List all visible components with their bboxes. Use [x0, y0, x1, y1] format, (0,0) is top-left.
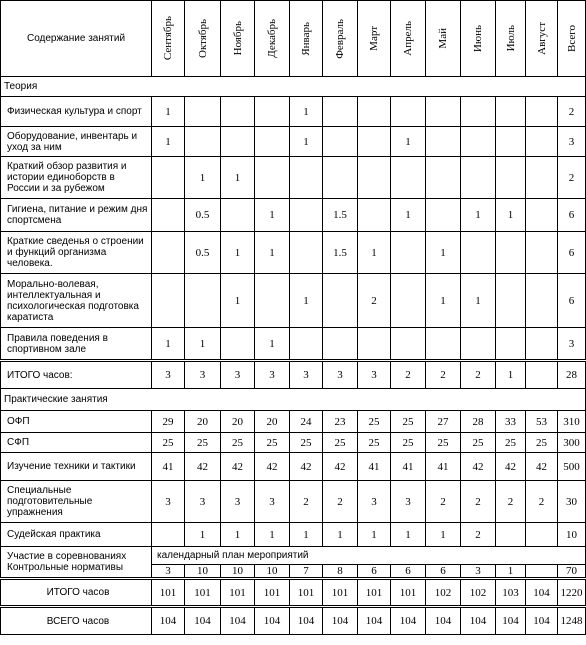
value-cell: 1: [496, 199, 526, 232]
value-cell: 2: [558, 157, 586, 199]
value-cell: 25: [391, 411, 426, 433]
row-label: Гигиена, питание и режим дня спортсмена: [1, 199, 152, 232]
value-cell: 1: [461, 274, 496, 328]
month-label: Май: [437, 28, 449, 49]
row-label: Правила поведения в спортивном зале: [1, 328, 152, 361]
value-cell: 6: [358, 565, 391, 579]
value-cell: [290, 199, 323, 232]
value-cell: 1: [185, 157, 221, 199]
month-label: Июль: [504, 25, 517, 52]
value-cell: 25: [323, 433, 358, 453]
value-cell: [290, 328, 323, 361]
value-cell: 310: [558, 411, 586, 433]
month-label: Январь: [300, 21, 312, 56]
value-cell: 1: [391, 199, 426, 232]
value-cell: 27: [426, 411, 461, 433]
value-cell: 3: [323, 361, 358, 389]
value-cell: 42: [290, 453, 323, 481]
value-cell: 1: [221, 274, 255, 328]
value-cell: 1: [255, 328, 290, 361]
value-cell: 3: [152, 565, 185, 579]
value-cell: 3: [358, 361, 391, 389]
value-cell: 3: [558, 127, 586, 157]
value-cell: [461, 97, 496, 127]
value-cell: [526, 199, 558, 232]
value-cell: [426, 199, 461, 232]
row-label: ОФП: [1, 411, 152, 433]
value-cell: [496, 97, 526, 127]
value-cell: 1: [185, 328, 221, 361]
header-month: [290, 1, 323, 77]
value-cell: [323, 127, 358, 157]
value-cell: 1: [426, 274, 461, 328]
value-cell: [461, 157, 496, 199]
value-cell: [221, 127, 255, 157]
value-cell: 1: [290, 523, 323, 547]
value-cell: [496, 127, 526, 157]
value-cell: 1.5: [323, 232, 358, 274]
value-cell: [496, 157, 526, 199]
value-cell: 1: [290, 97, 323, 127]
value-cell: [255, 274, 290, 328]
value-cell: 3: [185, 481, 221, 523]
value-cell: [221, 328, 255, 361]
section-practice: Практические занятия: [1, 389, 586, 411]
value-cell: 101: [221, 579, 255, 607]
value-cell: 6: [558, 232, 586, 274]
value-cell: 104: [152, 607, 185, 635]
header-month: [526, 1, 558, 77]
month-label: Декабрь: [266, 19, 278, 58]
value-cell: 42: [221, 453, 255, 481]
value-cell: [255, 157, 290, 199]
value-cell: [221, 97, 255, 127]
value-cell: 1: [426, 232, 461, 274]
value-cell: 10: [185, 565, 221, 579]
value-cell: [526, 127, 558, 157]
value-cell: [152, 523, 185, 547]
value-cell: 1: [221, 157, 255, 199]
row-label: Специальные подготовительные упражнения: [1, 481, 152, 523]
value-cell: 25: [221, 433, 255, 453]
value-cell: 104: [255, 607, 290, 635]
month-label: Апрель: [402, 21, 414, 56]
value-cell: [391, 97, 426, 127]
competition-label-2: Контрольные нормативы: [7, 562, 124, 573]
value-cell: [526, 274, 558, 328]
value-cell: 10: [558, 523, 586, 547]
value-cell: 3: [255, 361, 290, 389]
table-row: [1, 328, 586, 361]
value-cell: 42: [323, 453, 358, 481]
value-cell: 25: [461, 433, 496, 453]
value-cell: [526, 361, 558, 389]
value-cell: 42: [526, 453, 558, 481]
value-cell: [426, 157, 461, 199]
value-cell: 3: [152, 481, 185, 523]
value-cell: 101: [358, 579, 391, 607]
value-cell: [152, 232, 185, 274]
value-cell: 3: [221, 361, 255, 389]
value-cell: [461, 127, 496, 157]
value-cell: [152, 157, 185, 199]
value-cell: 1: [426, 523, 461, 547]
value-cell: [323, 328, 358, 361]
value-cell: 41: [391, 453, 426, 481]
value-cell: 1: [358, 232, 391, 274]
value-cell: 28: [461, 411, 496, 433]
value-cell: [255, 127, 290, 157]
value-cell: [358, 127, 391, 157]
header-content: Содержание занятий: [1, 1, 152, 77]
value-cell: 2: [391, 361, 426, 389]
total-label: Всего: [565, 25, 578, 52]
value-cell: 30: [558, 481, 586, 523]
value-cell: 25: [185, 433, 221, 453]
value-cell: 1: [255, 199, 290, 232]
header-month: [426, 1, 461, 77]
value-cell: 103: [496, 579, 526, 607]
value-cell: 1: [255, 232, 290, 274]
value-cell: 101: [323, 579, 358, 607]
value-cell: 25: [152, 433, 185, 453]
value-cell: [255, 97, 290, 127]
month-label: Февраль: [334, 18, 346, 59]
row-label: ИТОГО часов: [1, 579, 152, 607]
value-cell: 3: [255, 481, 290, 523]
value-cell: 1: [185, 523, 221, 547]
value-cell: 3: [221, 481, 255, 523]
value-cell: 20: [185, 411, 221, 433]
value-cell: 25: [255, 433, 290, 453]
value-cell: [526, 328, 558, 361]
value-cell: 25: [358, 411, 391, 433]
section-theory: Теория: [1, 77, 586, 97]
value-cell: 101: [152, 579, 185, 607]
vsego-row: [1, 607, 586, 635]
value-cell: 2: [526, 481, 558, 523]
value-cell: 70: [558, 565, 586, 579]
row-label: Изучение техники и тактики: [1, 453, 152, 481]
row-label: ВСЕГО часов: [1, 607, 152, 635]
value-cell: 101: [255, 579, 290, 607]
value-cell: [185, 127, 221, 157]
value-cell: 2: [461, 523, 496, 547]
value-cell: 2: [461, 481, 496, 523]
table-row: [1, 433, 586, 453]
value-cell: 8: [323, 565, 358, 579]
value-cell: 1: [391, 523, 426, 547]
value-cell: 53: [526, 411, 558, 433]
header-month: [496, 1, 526, 77]
value-cell: 42: [255, 453, 290, 481]
value-cell: 102: [461, 579, 496, 607]
value-cell: 20: [221, 411, 255, 433]
value-cell: 1: [496, 565, 526, 579]
value-cell: [496, 328, 526, 361]
value-cell: 33: [496, 411, 526, 433]
month-label: Август: [535, 22, 548, 55]
value-cell: [290, 157, 323, 199]
table-row: [1, 523, 586, 547]
value-cell: 104: [526, 607, 558, 635]
value-cell: [496, 274, 526, 328]
value-cell: 41: [426, 453, 461, 481]
header-month: [255, 1, 290, 77]
value-cell: 104: [426, 607, 461, 635]
value-cell: 104: [391, 607, 426, 635]
value-cell: [391, 274, 426, 328]
value-cell: 104: [323, 607, 358, 635]
value-cell: 42: [185, 453, 221, 481]
month-label: Октябрь: [196, 19, 209, 58]
header-month: [152, 1, 185, 77]
value-cell: 2: [426, 481, 461, 523]
row-label: СФП: [1, 433, 152, 453]
value-cell: 10: [255, 565, 290, 579]
value-cell: 300: [558, 433, 586, 453]
value-cell: 25: [426, 433, 461, 453]
value-cell: 500: [558, 453, 586, 481]
value-cell: 104: [358, 607, 391, 635]
value-cell: 101: [185, 579, 221, 607]
value-cell: 25: [358, 433, 391, 453]
value-cell: 2: [496, 481, 526, 523]
row-label: Краткие сведенья о строении и функций организма человека.: [1, 232, 152, 274]
value-cell: 3: [558, 328, 586, 361]
value-cell: 23: [323, 411, 358, 433]
value-cell: 1: [391, 127, 426, 157]
value-cell: [358, 199, 391, 232]
table-row: [1, 453, 586, 481]
value-cell: [526, 97, 558, 127]
header-month: [185, 1, 221, 77]
value-cell: 1: [323, 523, 358, 547]
header-month: [221, 1, 255, 77]
value-cell: 2: [558, 97, 586, 127]
section-row: [1, 389, 586, 411]
table-row: [1, 481, 586, 523]
value-cell: 2: [426, 361, 461, 389]
value-cell: 0.5: [185, 232, 221, 274]
value-cell: 20: [255, 411, 290, 433]
value-cell: 104: [496, 607, 526, 635]
value-cell: [496, 232, 526, 274]
table-row: [1, 232, 586, 274]
value-cell: 2: [323, 481, 358, 523]
value-cell: 25: [391, 433, 426, 453]
value-cell: 0.5: [185, 199, 221, 232]
value-cell: 3: [152, 361, 185, 389]
value-cell: [526, 565, 558, 579]
table-row: [1, 274, 586, 328]
value-cell: [496, 523, 526, 547]
value-cell: 2: [461, 361, 496, 389]
value-cell: 1: [221, 523, 255, 547]
value-cell: [290, 232, 323, 274]
value-cell: [152, 274, 185, 328]
value-cell: 6: [426, 565, 461, 579]
value-cell: 1: [290, 274, 323, 328]
row-label: Краткий обзор развития и истории единоборств в России и за рубежом: [1, 157, 152, 199]
value-cell: [358, 328, 391, 361]
value-cell: 102: [426, 579, 461, 607]
value-cell: 1248: [558, 607, 586, 635]
value-cell: [323, 97, 358, 127]
value-cell: 1.5: [323, 199, 358, 232]
value-cell: 25: [496, 433, 526, 453]
header-total: [558, 1, 586, 77]
value-cell: 42: [461, 453, 496, 481]
value-cell: 1: [221, 232, 255, 274]
table-row: [1, 411, 586, 433]
value-cell: 29: [152, 411, 185, 433]
value-cell: 1: [152, 328, 185, 361]
value-cell: 24: [290, 411, 323, 433]
value-cell: 104: [461, 607, 496, 635]
header-month: [323, 1, 358, 77]
value-cell: [391, 232, 426, 274]
value-cell: 41: [152, 453, 185, 481]
value-cell: [323, 157, 358, 199]
value-cell: 104: [290, 607, 323, 635]
row-label: Оборудование, инвентарь и уход за ним: [1, 127, 152, 157]
value-cell: [323, 274, 358, 328]
value-cell: 1: [461, 199, 496, 232]
value-cell: 25: [290, 433, 323, 453]
header-month: [391, 1, 426, 77]
value-cell: [391, 157, 426, 199]
competition-label: [1, 547, 152, 579]
value-cell: 104: [526, 579, 558, 607]
calendar-plan-note: календарный план мероприятий: [152, 547, 586, 565]
value-cell: [221, 199, 255, 232]
value-cell: [185, 97, 221, 127]
value-cell: 25: [526, 433, 558, 453]
month-label: Сентябрь: [162, 16, 174, 61]
value-cell: 1: [255, 523, 290, 547]
itogo-row: [1, 579, 586, 607]
value-cell: [526, 523, 558, 547]
value-cell: 1: [496, 361, 526, 389]
row-label: Физическая культура и спорт: [1, 97, 152, 127]
value-cell: 3: [461, 565, 496, 579]
row-label: Морально-волевая, интеллектуальная и психологическая подготовка каратиста: [1, 274, 152, 328]
value-cell: 2: [290, 481, 323, 523]
value-cell: [426, 328, 461, 361]
value-cell: 3: [391, 481, 426, 523]
competition-label-1: Участие в соревнованиях: [7, 551, 127, 562]
value-cell: 41: [358, 453, 391, 481]
value-cell: [358, 157, 391, 199]
value-cell: [152, 199, 185, 232]
value-cell: 1: [290, 127, 323, 157]
header-month: [358, 1, 391, 77]
value-cell: 101: [290, 579, 323, 607]
value-cell: 101: [391, 579, 426, 607]
value-cell: [461, 328, 496, 361]
month-label: Ноябрь: [231, 21, 244, 56]
value-cell: [526, 157, 558, 199]
table-row: [1, 157, 586, 199]
value-cell: 1: [152, 127, 185, 157]
value-cell: 7: [290, 565, 323, 579]
value-cell: [391, 328, 426, 361]
value-cell: 3: [358, 481, 391, 523]
value-cell: 28: [558, 361, 586, 389]
month-label: Июнь: [472, 24, 484, 53]
value-cell: [358, 97, 391, 127]
value-cell: 104: [185, 607, 221, 635]
value-cell: 1: [152, 97, 185, 127]
value-cell: 10: [221, 565, 255, 579]
table-row: [1, 97, 586, 127]
value-cell: 6: [391, 565, 426, 579]
value-cell: 2: [358, 274, 391, 328]
header-month: [461, 1, 496, 77]
table-row: [1, 127, 586, 157]
value-cell: 1: [358, 523, 391, 547]
value-cell: [185, 274, 221, 328]
value-cell: [526, 232, 558, 274]
competition-row: [1, 547, 586, 565]
theory-total-row: [1, 361, 586, 389]
value-cell: 1220: [558, 579, 586, 607]
row-label: ИТОГО часов:: [1, 361, 152, 389]
value-cell: 104: [221, 607, 255, 635]
header-row: [1, 1, 586, 77]
value-cell: 42: [496, 453, 526, 481]
value-cell: [426, 127, 461, 157]
table-row: [1, 199, 586, 232]
section-row: [1, 77, 586, 97]
value-cell: 6: [558, 274, 586, 328]
value-cell: 3: [290, 361, 323, 389]
value-cell: 3: [185, 361, 221, 389]
row-label: Судейская практика: [1, 523, 152, 547]
value-cell: [426, 97, 461, 127]
month-label: Март: [368, 26, 380, 51]
value-cell: 6: [558, 199, 586, 232]
value-cell: [461, 232, 496, 274]
